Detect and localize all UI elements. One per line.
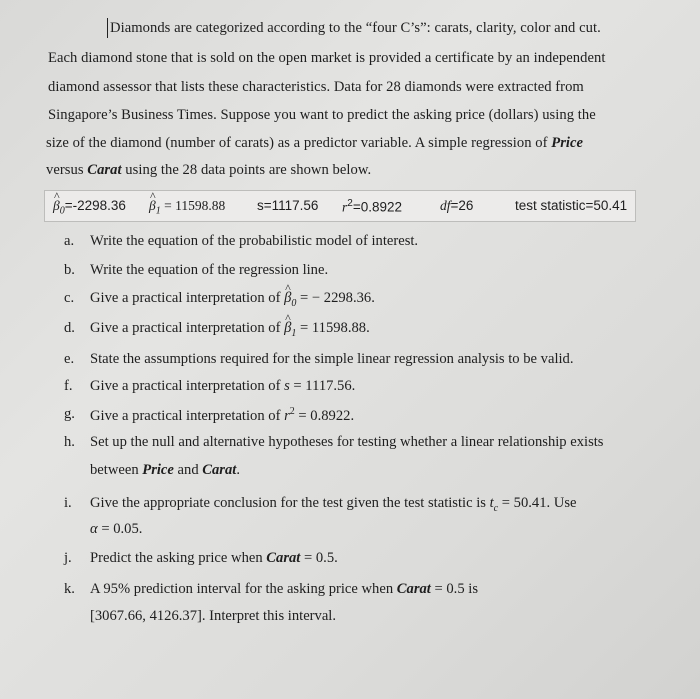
question-d-label: d. xyxy=(64,320,75,336)
question-c-post: = − 2298.36. xyxy=(296,290,375,306)
question-j-label: j. xyxy=(64,550,72,566)
question-h-pre: between xyxy=(90,462,143,478)
question-f-label: f. xyxy=(64,378,73,394)
beta1-stat xyxy=(149,198,225,217)
text-cursor xyxy=(107,18,108,38)
question-f-post: = 1117.56. xyxy=(289,378,356,394)
question-k-post: = 0.5 is xyxy=(430,581,479,597)
question-b-label: b. xyxy=(64,262,75,278)
question-k-line1 xyxy=(90,581,478,598)
question-d-pre: Give a practical interpretation of xyxy=(90,320,285,336)
question-g-post: = 0.8922. xyxy=(294,407,355,424)
question-i-line2 xyxy=(90,521,142,538)
df-label: df xyxy=(440,198,451,213)
intro-line-6 xyxy=(46,162,371,179)
question-f-text xyxy=(90,378,355,395)
question-h-and: and xyxy=(173,462,203,478)
question-h-line2 xyxy=(90,462,240,479)
carat-var: Carat xyxy=(396,581,431,597)
intro-line-6-post: using the 28 data points are shown below. xyxy=(121,162,372,178)
question-i-alpha-value: = 0.05. xyxy=(97,521,143,537)
intro-line-3: diamond assessor that lists these characteristics. Data for 28 diamonds were extracted from xyxy=(48,79,584,95)
intro-line-5 xyxy=(46,135,583,152)
question-b-text: Write the equation of the regression line. xyxy=(90,262,329,278)
beta0-stat xyxy=(53,198,126,217)
carat-var: Carat xyxy=(87,162,122,178)
question-d-text xyxy=(90,320,370,339)
r2-value: =0.8922 xyxy=(352,199,403,215)
beta0-symbol: ^ $\beta_0$ xyxy=(53,198,65,217)
intro-line-5-text: size of the diamond (number of carats) as a predictor variable. A simple regression of xyxy=(46,135,552,151)
question-c-label: c. xyxy=(64,290,75,306)
question-i-label: i. xyxy=(64,495,72,511)
price-var: Price xyxy=(551,135,584,151)
df-stat xyxy=(440,198,473,214)
question-g-text: Give a practical interpretation of $r^2 = 0.8922$. xyxy=(90,406,355,424)
carat-var: Carat xyxy=(202,462,237,478)
r2-stat: $r^2=0.8922$ xyxy=(342,198,403,215)
r-var: r xyxy=(284,407,290,424)
question-c-text xyxy=(90,290,375,309)
question-h-line1: Set up the null and alternative hypotheses for testing whether a linear relationship exists xyxy=(90,434,604,450)
intro-line-1: Diamonds are categorized according to the “four C’s”: carats, clarity, color and cut. xyxy=(110,20,601,36)
beta0-value: =-2298.36 xyxy=(64,198,126,213)
question-j-post: = 0.5. xyxy=(300,550,338,566)
beta1-symbol: ^ $\beta_1$ xyxy=(284,320,296,339)
question-j-pre: Predict the asking price when xyxy=(90,550,267,566)
question-k-pre: A 95% prediction interval for the asking price when xyxy=(90,581,397,597)
question-g-pre: Give a practical interpretation of xyxy=(90,407,285,424)
question-k-line2: [3067.66, 4126.37]. Interpret this interval. xyxy=(90,608,337,624)
question-k-label: k. xyxy=(64,581,75,597)
question-h-post: . xyxy=(236,462,240,478)
question-j-text xyxy=(90,550,338,567)
intro-line-4: Singapore’s Business Times. Suppose you want to predict the asking price (dollars) using the xyxy=(48,107,596,123)
question-c-pre: Give a practical interpretation of xyxy=(90,290,285,306)
question-i-pre: Give the appropriate conclusion for the test given the test statistic is xyxy=(90,495,490,511)
question-a-text: Write the equation of the probabilistic model of interest. xyxy=(90,233,419,249)
beta1-symbol: ^ $\beta_1$ xyxy=(149,198,161,217)
beta0-symbol: ^ $\beta_0$ xyxy=(284,290,296,309)
df-value: =26 xyxy=(450,198,474,213)
question-e-label: e. xyxy=(64,351,75,367)
question-a-label: a. xyxy=(64,233,75,249)
question-g-label: g. xyxy=(64,406,75,422)
question-f-pre: Give a practical interpretation of xyxy=(90,378,285,394)
question-i-line1 xyxy=(90,495,576,514)
t-sub: c xyxy=(493,502,499,514)
question-h-label: h. xyxy=(64,434,75,450)
alpha-var: α xyxy=(90,521,98,537)
question-d-post: = 11598.88. xyxy=(296,320,370,336)
s-var: s xyxy=(284,378,290,394)
regression-stats-box xyxy=(44,190,636,222)
carat-var: Carat xyxy=(266,550,301,566)
intro-line-6-pre: versus xyxy=(46,162,88,178)
price-var: Price xyxy=(142,462,174,478)
intro-line-2: Each diamond stone that is sold on the open market is provided a certificate by an independent xyxy=(48,50,606,66)
test-statistic: test statistic=50.41 xyxy=(515,198,628,213)
s-stat: s=1117.56 xyxy=(257,198,319,213)
question-e-text: State the assumptions required for the simple linear regression analysis to be valid. xyxy=(90,351,574,367)
beta1-value: = 11598.88 xyxy=(160,198,226,213)
t-var: t xyxy=(489,495,494,511)
question-i-post: = 50.41. Use xyxy=(498,495,577,511)
